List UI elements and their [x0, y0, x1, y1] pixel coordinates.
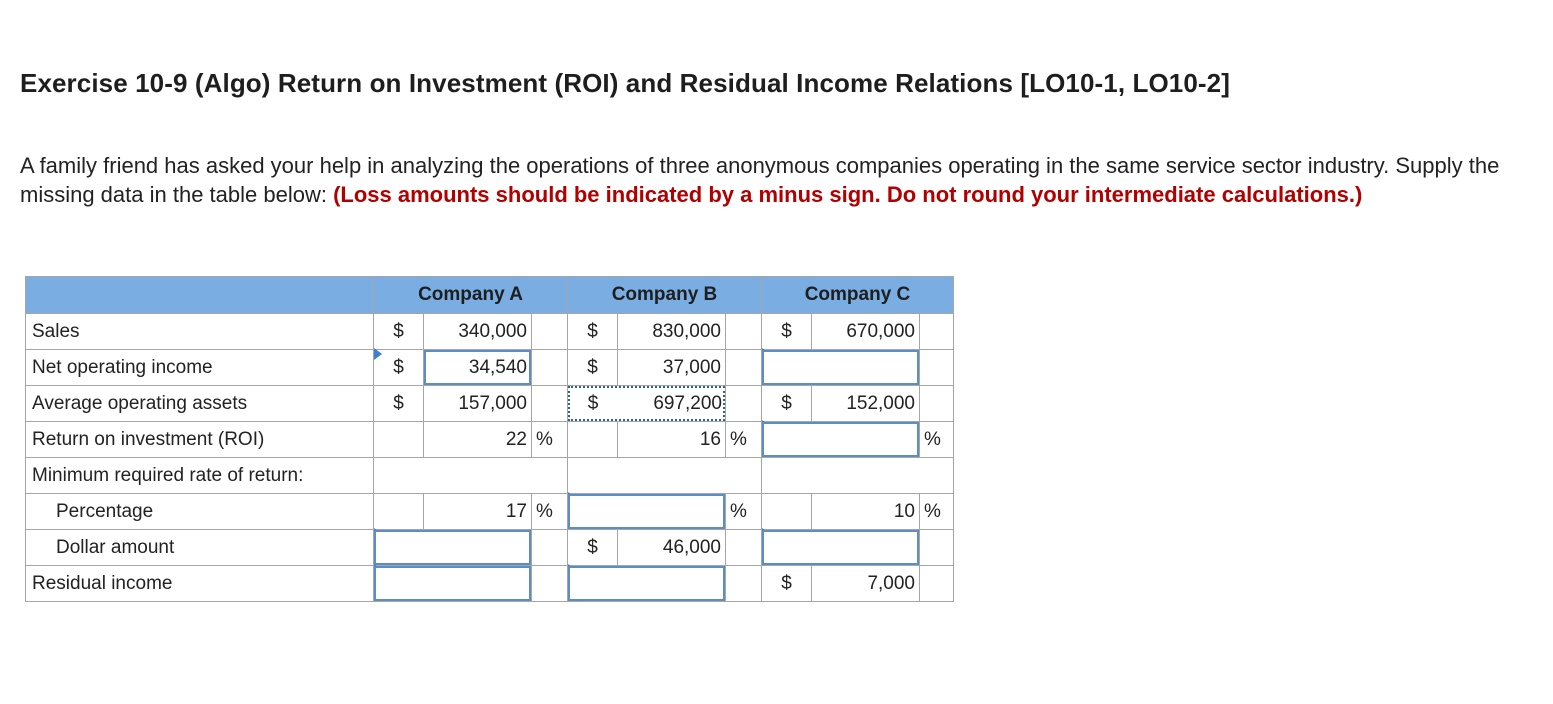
percent-sign: % — [532, 494, 568, 530]
table-header-row — [26, 277, 954, 314]
residual-c-value: 7,000 — [812, 566, 920, 602]
currency-sign: $ — [374, 386, 424, 422]
row-sales — [26, 314, 954, 350]
sales-c-value: 670,000 — [812, 314, 920, 350]
assets-b-value[interactable]: 697,200 — [653, 392, 722, 414]
residual-a-input[interactable] — [374, 566, 532, 602]
dollar-a-input-box[interactable] — [374, 530, 531, 565]
row-label: Net operating income — [26, 350, 374, 386]
currency-sign: $ — [374, 314, 424, 350]
row-label: Average operating assets — [26, 386, 374, 422]
row-label: Minimum required rate of return: — [26, 458, 374, 494]
row-dollar-amount — [26, 530, 954, 566]
roi-c-input[interactable] — [762, 422, 920, 458]
residual-a-input-box[interactable] — [374, 566, 531, 601]
page-title: Exercise 10-9 (Algo) Return on Investment (ROI) and Residual Income Relations [LO10-1, LO10-2] — [20, 68, 1230, 98]
row-label: Return on investment (ROI) — [26, 422, 374, 458]
percent-sign: % — [920, 422, 954, 458]
currency-sign: $ — [762, 566, 812, 602]
header-blank — [26, 277, 374, 314]
residual-b-input-box[interactable] — [568, 566, 725, 601]
percent-sign: % — [726, 494, 762, 530]
instructions — [20, 152, 1520, 209]
currency-sign: $ — [568, 350, 618, 386]
currency-sign: $ — [568, 314, 618, 350]
dollar-c-input-box[interactable] — [762, 530, 919, 565]
percentage-a-value: 17 — [424, 494, 532, 530]
row-average-operating-assets — [26, 386, 954, 422]
noi-c-input[interactable] — [762, 350, 920, 386]
percentage-b-input[interactable] — [568, 494, 726, 530]
instructions-note: (Loss amounts should be indicated by a minus sign. Do not round your intermediate calculations.) — [333, 181, 1363, 207]
header-company-a: Company A — [374, 277, 568, 314]
header-company-c: Company C — [762, 277, 954, 314]
row-roi — [26, 422, 954, 458]
percent-sign: % — [920, 494, 954, 530]
noi-b-value: 37,000 — [618, 350, 726, 386]
currency-sign: $ — [587, 392, 599, 414]
percent-sign: % — [726, 422, 762, 458]
dollar-b-value: 46,000 — [618, 530, 726, 566]
roi-a-value: 22 — [424, 422, 532, 458]
sales-b-value: 830,000 — [618, 314, 726, 350]
percentage-b-input-box[interactable] — [568, 494, 725, 529]
row-net-operating-income — [26, 350, 954, 386]
currency-sign: $ — [568, 530, 618, 566]
row-min-required — [26, 458, 954, 494]
noi-a-input[interactable]: 34,540 — [424, 350, 532, 386]
row-label: Sales — [26, 314, 374, 350]
assets-c-value: 152,000 — [812, 386, 920, 422]
percent-sign: % — [532, 422, 568, 458]
row-label: Residual income — [26, 566, 374, 602]
currency-sign: $ — [374, 350, 424, 386]
roi-c-input-box[interactable] — [762, 422, 919, 457]
currency-sign: $ — [762, 314, 812, 350]
row-residual-income — [26, 566, 954, 602]
row-label: Percentage — [26, 494, 374, 530]
assets-b-input[interactable] — [568, 386, 726, 422]
noi-c-input-box[interactable] — [762, 350, 919, 385]
row-label: Dollar amount — [26, 530, 374, 566]
residual-b-input[interactable] — [568, 566, 726, 602]
dollar-a-input[interactable] — [374, 530, 532, 566]
sales-a-value: 340,000 — [424, 314, 532, 350]
roi-b-value: 16 — [618, 422, 726, 458]
dollar-c-input[interactable] — [762, 530, 920, 566]
currency-sign: $ — [762, 386, 812, 422]
percentage-c-value: 10 — [812, 494, 920, 530]
row-percentage — [26, 494, 954, 530]
input-flag-icon — [374, 348, 382, 360]
data-table — [25, 276, 954, 602]
assets-a-value: 157,000 — [424, 386, 532, 422]
header-company-b: Company B — [568, 277, 762, 314]
instructions-text: A family friend has asked your help in analyzing the operations of three anonymous companies operating in the same service sector industry. Supply the missing data in the table below: — [20, 153, 1500, 207]
